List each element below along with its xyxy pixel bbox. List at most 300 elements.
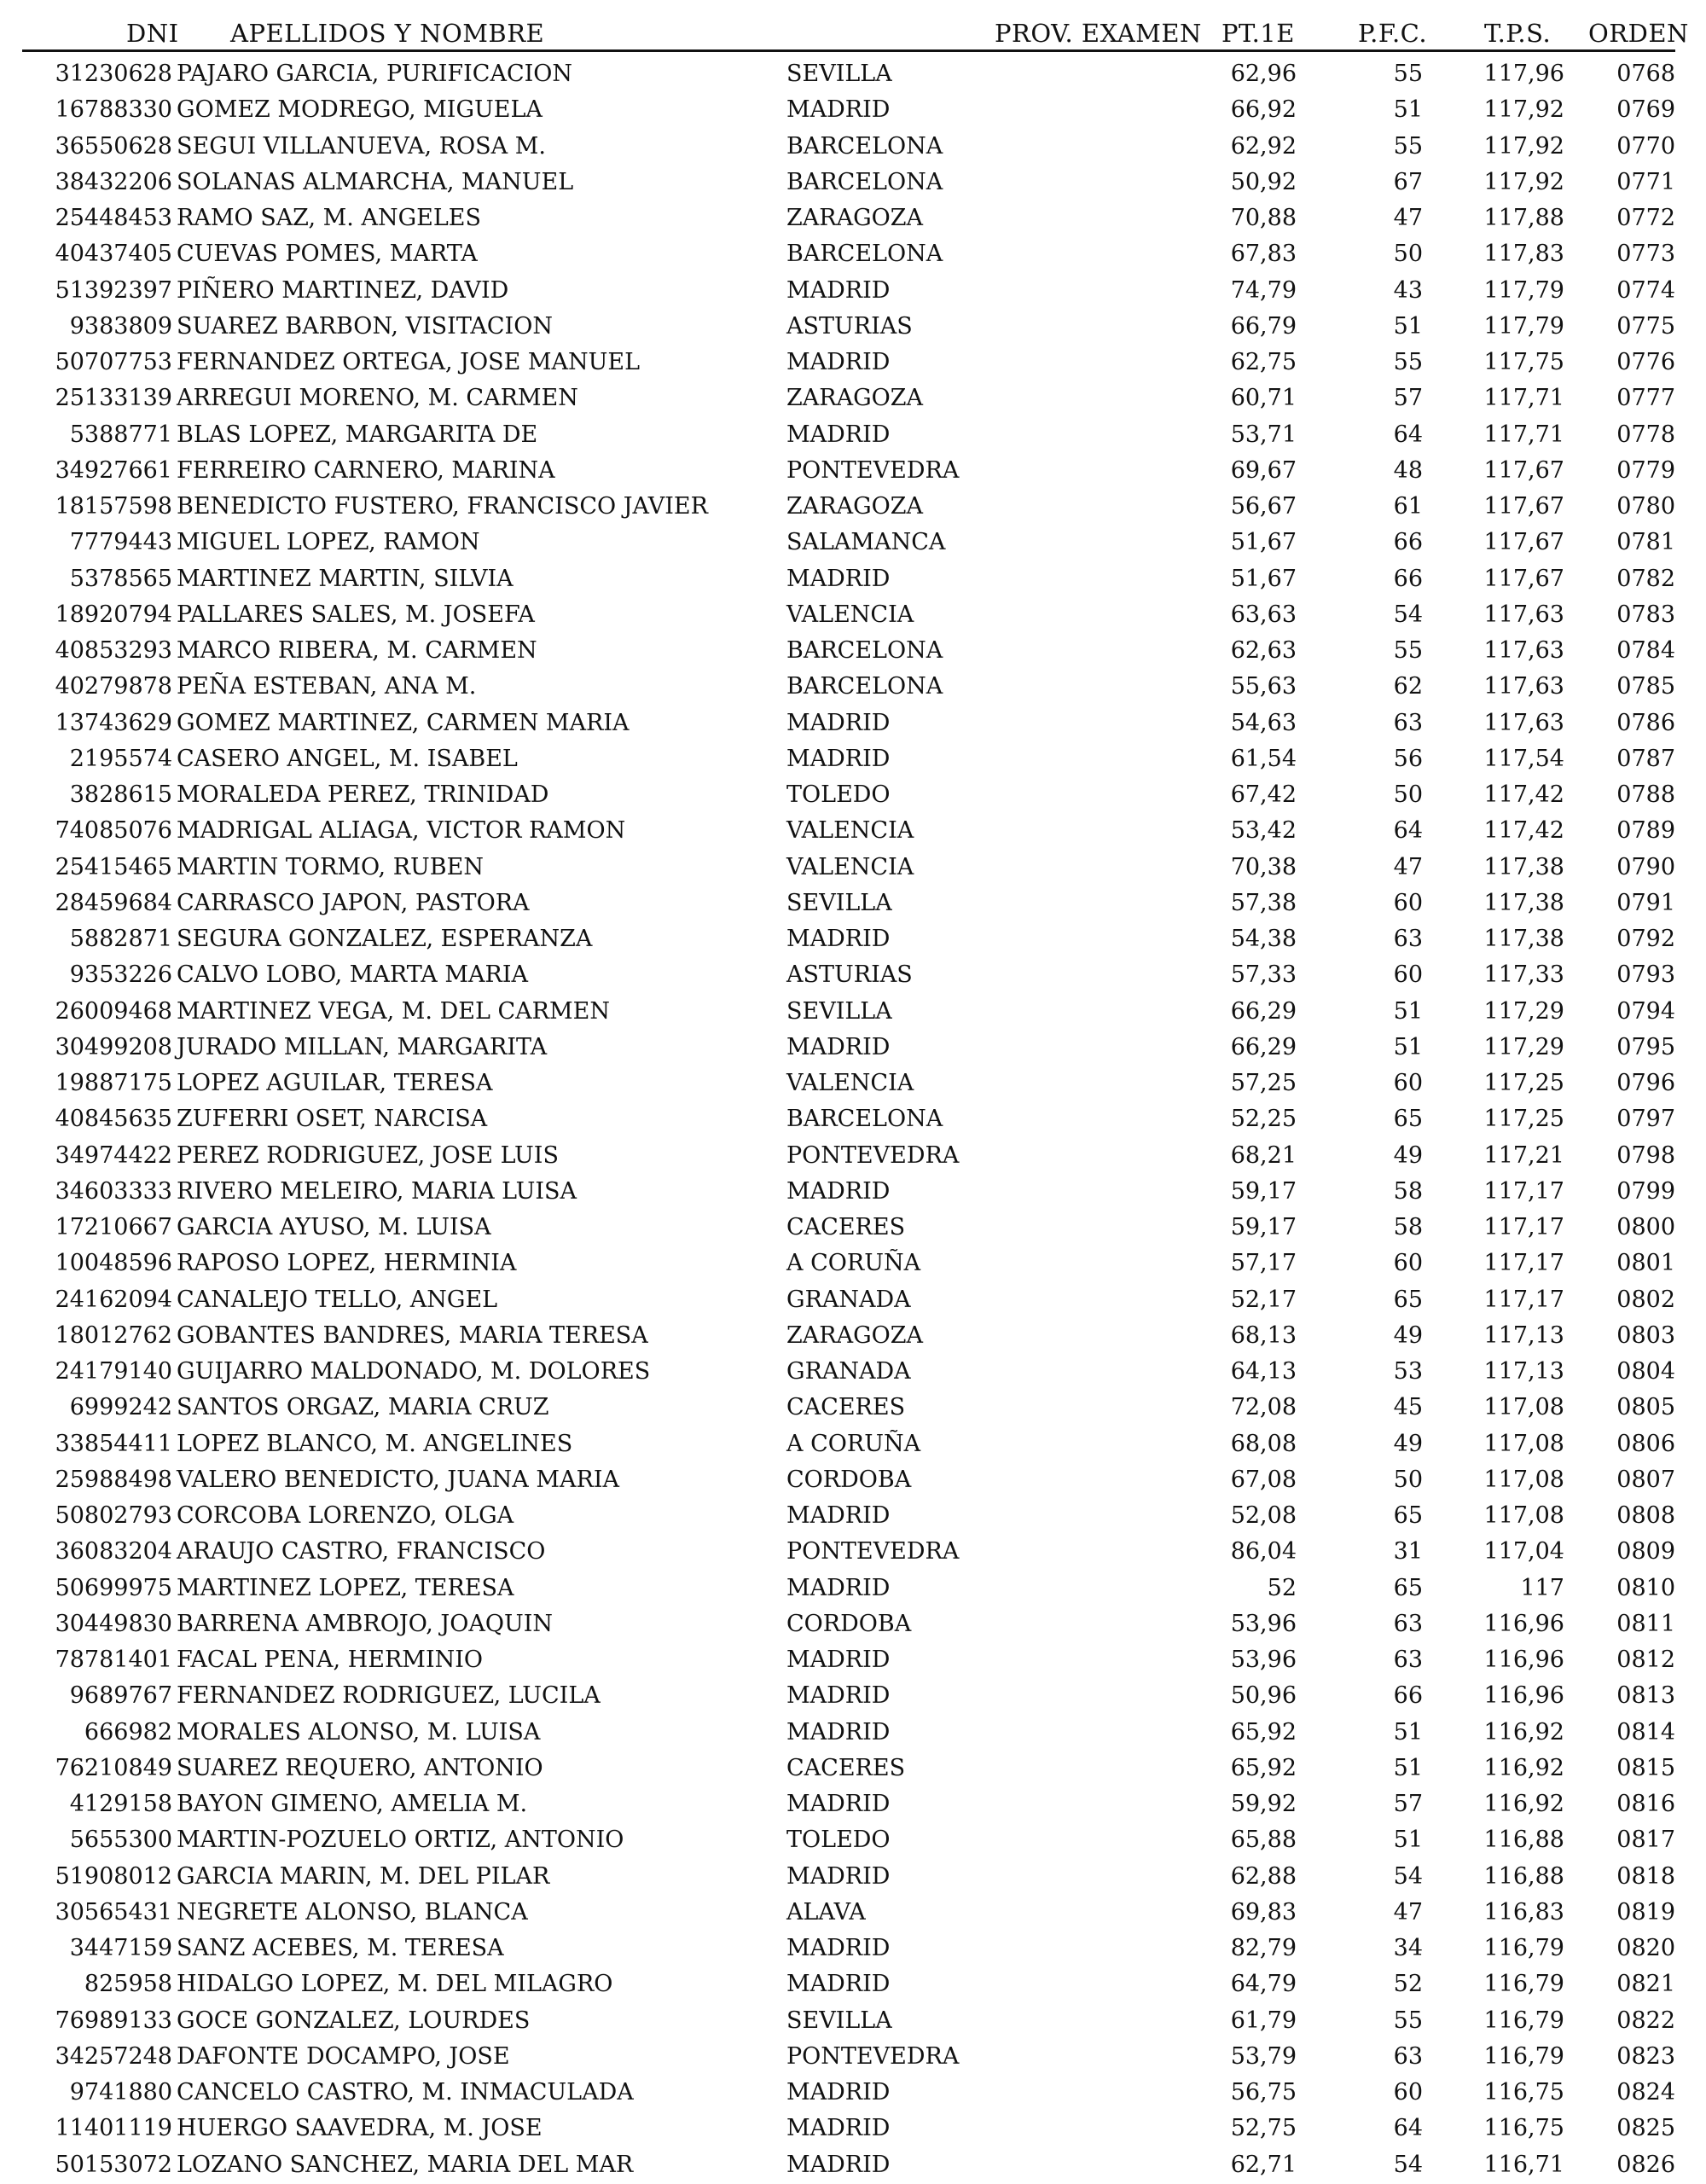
prov-cell: MADRID [786,1574,891,1601]
dni-cell: 38432206 [55,168,172,195]
tps-cell: 117,17 [1483,1250,1564,1277]
pt1e-cell: 65,92 [1230,1718,1297,1745]
dni-cell: 31230628 [55,61,172,87]
dni-cell: 11401119 [55,2115,172,2142]
prov-cell: ALAVA [786,1898,866,1926]
tps-cell: 117,83 [1483,241,1564,268]
tps-cell: 116,96 [1483,1610,1564,1637]
dni-cell: 50802793 [55,1502,172,1529]
tps-cell: 117,29 [1483,1033,1564,1060]
prov-cell: MADRID [786,1177,891,1205]
tps-cell: 117,54 [1483,745,1564,772]
name-cell: FERNANDEZ ORTEGA, JOSE MANUEL [177,349,641,375]
prov-cell: ASTURIAS [786,312,913,340]
name-cell: LOPEZ AGUILAR, TERESA [177,1070,493,1096]
name-cell: GOCE GONZALEZ, LOURDES [177,2007,531,2034]
pfc-cell: 51 [1393,1827,1423,1854]
tps-cell: 117,17 [1483,1286,1564,1313]
pt1e-cell: 65,92 [1230,1754,1297,1781]
prov-cell: GRANADA [786,1358,911,1385]
name-cell: CANCELO CASTRO, M. INMACULADA [177,2079,634,2106]
table-row [0,2147,1706,2183]
table-row [0,165,1706,200]
pt1e-cell: 62,88 [1230,1862,1297,1890]
prov-cell: MADRID [786,1647,891,1673]
orden-cell: 0808 [1616,1502,1675,1529]
dni-cell: 25988498 [55,1466,172,1493]
pt1e-cell: 63,63 [1230,601,1297,628]
tps-cell: 117,88 [1483,205,1564,231]
pfc-cell: 51 [1393,96,1423,124]
name-cell: CANALEJO TELLO, ANGEL [177,1286,498,1313]
orden-cell: 0823 [1616,2042,1675,2070]
table-row [0,1138,1706,1174]
prov-cell: PONTEVEDRA [786,1538,960,1565]
prov-cell: VALENCIA [786,1070,914,1096]
pt1e-cell: 67,83 [1230,241,1297,268]
prov-cell: BARCELONA [786,637,943,664]
prov-cell: SEVILLA [786,61,892,87]
name-cell: MARCO RIBERA, M. CARMEN [177,637,537,664]
table-row [0,1678,1706,1714]
prov-cell: MADRID [786,2079,891,2106]
prov-cell: MADRID [786,1718,891,1745]
orden-cell: 0793 [1616,961,1675,989]
tps-cell: 117,25 [1483,1070,1564,1096]
dni-cell: 34257248 [55,2042,172,2070]
orden-cell: 0813 [1616,1682,1675,1710]
tps-cell: 116,79 [1483,1971,1564,1998]
table-row [0,1282,1706,1318]
pfc-cell: 57 [1393,385,1423,412]
orden-cell: 0824 [1616,2079,1675,2106]
name-cell: CASERO ANGEL, M. ISABEL [177,745,518,772]
name-cell: PIÑERO MARTINEZ, DAVID [177,276,509,304]
orden-cell: 0785 [1616,673,1675,700]
name-cell: GARCIA AYUSO, M. LUISA [177,1214,491,1240]
prov-cell: CORDOBA [786,1466,912,1493]
prov-cell: MADRID [786,1971,891,1998]
orden-cell: 0814 [1616,1718,1675,1745]
pt1e-cell: 60,71 [1230,385,1297,412]
pt1e-cell: 70,38 [1230,853,1297,880]
pt1e-cell: 52,17 [1230,1286,1297,1313]
pt1e-cell: 57,33 [1230,961,1297,989]
tps-cell: 117,92 [1483,168,1564,195]
pfc-cell: 54 [1393,2151,1423,2178]
dni-cell: 40437405 [55,241,172,268]
tps-cell: 117,75 [1483,349,1564,375]
name-cell: FERREIRO CARNERO, MARINA [177,456,555,484]
orden-cell: 0817 [1616,1827,1675,1854]
dni-cell: 28459684 [55,889,172,916]
table-row [0,1101,1706,1137]
name-cell: GOBANTES BANDRES, MARIA TERESA [177,1321,648,1349]
tps-cell: 117,63 [1483,601,1564,628]
pfc-cell: 45 [1393,1394,1423,1421]
pfc-cell: 55 [1393,637,1423,664]
name-cell: RAMO SAZ, M. ANGELES [177,205,481,231]
pfc-cell: 64 [1393,421,1423,448]
orden-cell: 0790 [1616,853,1675,880]
name-cell: ZUFERRI OSET, NARCISA [177,1106,488,1133]
tps-cell: 116,92 [1483,1754,1564,1781]
table-row [0,1354,1706,1390]
dni-cell: 40279878 [55,673,172,700]
pt1e-cell: 57,25 [1230,1070,1297,1096]
pt1e-cell: 52 [1267,1574,1297,1601]
tps-cell: 116,75 [1483,2079,1564,2106]
table-row [0,1462,1706,1498]
tps-cell: 116,79 [1483,1935,1564,1961]
pfc-cell: 51 [1393,1754,1423,1781]
name-cell: SUAREZ BARBON, VISITACION [177,312,553,340]
pt1e-cell: 68,08 [1230,1430,1297,1457]
name-cell: BAYON GIMENO, AMELIA M. [177,1791,528,1817]
name-cell: GARCIA MARIN, M. DEL PILAR [177,1862,550,1890]
pt1e-cell: 54,63 [1230,709,1297,736]
orden-cell: 0771 [1616,168,1675,195]
pfc-cell: 66 [1393,1682,1423,1710]
dni-cell: 3447159 [69,1935,172,1961]
dni-cell: 24179140 [55,1358,172,1385]
table-row [0,1751,1706,1786]
table-row [0,1786,1706,1822]
pfc-cell: 60 [1393,1070,1423,1096]
tps-cell: 117,67 [1483,456,1564,484]
name-cell: MARTINEZ VEGA, M. DEL CARMEN [177,997,610,1025]
table-row [0,92,1706,128]
prov-cell: MADRID [786,96,891,124]
tps-cell: 116,79 [1483,2042,1564,2070]
table-row [0,345,1706,380]
orden-cell: 0797 [1616,1106,1675,1133]
pfc-cell: 51 [1393,1718,1423,1745]
pfc-cell: 61 [1393,493,1423,520]
dni-cell: 16788330 [55,96,172,124]
table-row [0,129,1706,165]
prov-cell: CACERES [786,1754,906,1781]
prov-cell: MADRID [786,1502,891,1529]
name-cell: GUIJARRO MALDONADO, M. DOLORES [177,1358,651,1385]
name-cell: CORCOBA LORENZO, OLGA [177,1502,514,1529]
orden-cell: 0781 [1616,529,1675,556]
orden-cell: 0780 [1616,493,1675,520]
table-row [0,886,1706,921]
pfc-cell: 66 [1393,529,1423,556]
orden-cell: 0821 [1616,1971,1675,1998]
prov-cell: MADRID [786,1791,891,1817]
pt1e-cell: 74,79 [1230,276,1297,304]
orden-cell: 0819 [1616,1898,1675,1926]
table-row [0,706,1706,741]
name-cell: MIGUEL LOPEZ, RAMON [177,529,480,556]
orden-cell: 0800 [1616,1214,1675,1240]
tps-cell: 117,42 [1483,781,1564,808]
pt1e-cell: 53,71 [1230,421,1297,448]
prov-cell: BARCELONA [786,132,943,160]
dni-cell: 5655300 [69,1827,172,1854]
tps-cell: 117,67 [1483,565,1564,592]
pfc-cell: 65 [1393,1574,1423,1601]
table-row [0,1174,1706,1210]
orden-cell: 0789 [1616,817,1675,845]
dni-cell: 76210849 [55,1754,172,1781]
tps-cell: 116,96 [1483,1647,1564,1673]
pt1e-cell: 66,92 [1230,96,1297,124]
orden-cell: 0803 [1616,1321,1675,1349]
orden-cell: 0770 [1616,132,1675,160]
name-cell: GOMEZ MODREGO, MIGUELA [177,96,543,124]
prov-cell: SALAMANCA [786,529,946,556]
prov-cell: BARCELONA [786,1106,943,1133]
table-row [0,417,1706,453]
name-cell: JURADO MILLAN, MARGARITA [177,1033,548,1060]
dni-cell: 13743629 [55,709,172,736]
prov-cell: ZARAGOZA [786,1321,924,1349]
name-cell: DAFONTE DOCAMPO, JOSE [177,2042,510,2070]
pfc-cell: 53 [1393,1358,1423,1385]
orden-cell: 0776 [1616,349,1675,375]
orden-cell: 0802 [1616,1286,1675,1313]
pt1e-cell: 53,96 [1230,1647,1297,1673]
dni-cell: 17210667 [55,1214,172,1240]
orden-cell: 0822 [1616,2007,1675,2034]
tps-cell: 117,38 [1483,889,1564,916]
pt1e-cell: 82,79 [1230,1935,1297,1961]
pt1e-cell: 54,38 [1230,926,1297,952]
pt1e-cell: 59,17 [1230,1214,1297,1240]
pfc-cell: 49 [1393,1141,1423,1169]
name-cell: LOPEZ BLANCO, M. ANGELINES [177,1430,573,1457]
table-row [0,1966,1706,2002]
prov-cell: SEVILLA [786,2007,892,2034]
name-cell: MADRIGAL ALIAGA, VICTOR RAMON [177,817,626,845]
tps-cell: 117,38 [1483,853,1564,880]
orden-cell: 0796 [1616,1070,1675,1096]
dni-cell: 18012762 [55,1321,172,1349]
orden-cell: 0806 [1616,1430,1675,1457]
pt1e-cell: 53,96 [1230,1610,1297,1637]
orden-cell: 0791 [1616,889,1675,916]
orden-cell: 0804 [1616,1358,1675,1385]
name-cell: RIVERO MELEIRO, MARIA LUISA [177,1177,577,1205]
pt1e-cell: 67,42 [1230,781,1297,808]
orden-cell: 0792 [1616,926,1675,952]
table-row [0,813,1706,849]
orden-cell: 0772 [1616,205,1675,231]
pfc-cell: 51 [1393,997,1423,1025]
table-row [0,1534,1706,1570]
prov-cell: PONTEVEDRA [786,2042,960,2070]
tps-cell: 117,67 [1483,529,1564,556]
tps-cell: 116,92 [1483,1718,1564,1745]
prov-cell: MADRID [786,421,891,448]
orden-cell: 0778 [1616,421,1675,448]
prov-cell: BARCELONA [786,241,943,268]
orden-cell: 0825 [1616,2115,1675,2142]
table-row [0,1030,1706,1066]
pt1e-cell: 51,67 [1230,565,1297,592]
table-row [0,309,1706,345]
tps-cell: 117,63 [1483,637,1564,664]
pt1e-cell: 57,17 [1230,1250,1297,1277]
name-cell: CARRASCO JAPON, PASTORA [177,889,530,916]
name-cell: PEREZ RODRIGUEZ, JOSE LUIS [177,1141,559,1169]
pfc-cell: 63 [1393,709,1423,736]
header-orden: ORDEN [1588,19,1689,48]
dni-cell: 36550628 [55,132,172,160]
table-row [0,2003,1706,2039]
table-row [0,1210,1706,1246]
prov-cell: TOLEDO [786,1827,891,1854]
prov-cell: MADRID [786,1862,891,1890]
name-cell: HUERGO SAAVEDRA, M. JOSE [177,2115,543,2142]
pt1e-cell: 69,67 [1230,456,1297,484]
dni-cell: 76989133 [55,2007,172,2034]
tps-cell: 117,17 [1483,1177,1564,1205]
pt1e-cell: 53,42 [1230,817,1297,845]
table-row [0,200,1706,236]
name-cell: PEÑA ESTEBAN, ANA M. [177,673,477,700]
pfc-cell: 49 [1393,1321,1423,1349]
header-pt1e: PT.1E [1221,19,1295,48]
dni-cell: 9689767 [69,1682,172,1710]
dni-cell: 30565431 [55,1898,172,1926]
orden-cell: 0782 [1616,565,1675,592]
table-row [0,1571,1706,1606]
pfc-cell: 50 [1393,1466,1423,1493]
orden-cell: 0779 [1616,456,1675,484]
table-row [0,1642,1706,1678]
orden-cell: 0805 [1616,1394,1675,1421]
pt1e-cell: 50,96 [1230,1682,1297,1710]
dni-cell: 50153072 [55,2151,172,2178]
tps-cell: 117,71 [1483,421,1564,448]
table-row [0,1715,1706,1751]
pt1e-cell: 51,67 [1230,529,1297,556]
prov-cell: MADRID [786,276,891,304]
tps-cell: 117,17 [1483,1214,1564,1240]
tps-cell: 117,08 [1483,1502,1564,1529]
orden-cell: 0786 [1616,709,1675,736]
pt1e-cell: 66,79 [1230,312,1297,340]
dni-cell: 25415465 [55,853,172,880]
orden-cell: 0787 [1616,745,1675,772]
name-cell: MARTIN-POZUELO ORTIZ, ANTONIO [177,1827,624,1854]
pt1e-cell: 62,71 [1230,2151,1297,2178]
prov-cell: A CORUÑA [786,1430,921,1457]
pt1e-cell: 67,08 [1230,1466,1297,1493]
prov-cell: MADRID [786,565,891,592]
table-row [0,56,1706,92]
table-row [0,1822,1706,1858]
dni-cell: 78781401 [55,1647,172,1673]
dni-cell: 30499208 [55,1033,172,1060]
prov-cell: CORDOBA [786,1610,912,1637]
prov-cell: A CORUÑA [786,1250,921,1277]
orden-cell: 0773 [1616,241,1675,268]
dni-cell: 51392397 [55,276,172,304]
table-row [0,1606,1706,1642]
pfc-cell: 55 [1393,132,1423,160]
pfc-cell: 51 [1393,1033,1423,1060]
pfc-cell: 50 [1393,781,1423,808]
tps-cell: 117,63 [1483,709,1564,736]
pfc-cell: 60 [1393,2079,1423,2106]
pt1e-cell: 64,79 [1230,1971,1297,1998]
tps-cell: 117,25 [1483,1106,1564,1133]
prov-cell: TOLEDO [786,781,891,808]
pfc-cell: 49 [1393,1430,1423,1457]
name-cell: CUEVAS POMES, MARTA [177,241,478,268]
dni-cell: 34927661 [55,456,172,484]
name-cell: RAPOSO LOPEZ, HERMINIA [177,1250,517,1277]
pfc-cell: 58 [1393,1177,1423,1205]
name-cell: SEGUI VILLANUEVA, ROSA M. [177,132,546,160]
pfc-cell: 51 [1393,312,1423,340]
name-cell: BLAS LOPEZ, MARGARITA DE [177,421,538,448]
header-prov-examen: PROV. EXAMEN [995,19,1202,48]
pfc-cell: 54 [1393,1862,1423,1890]
pfc-cell: 63 [1393,926,1423,952]
prov-cell: MADRID [786,709,891,736]
orden-cell: 0777 [1616,385,1675,412]
tps-cell: 117,33 [1483,961,1564,989]
dni-cell: 6999242 [69,1394,172,1421]
table-row [0,2075,1706,2111]
dni-cell: 30449830 [55,1610,172,1637]
name-cell: VALERO BENEDICTO, JUANA MARIA [177,1466,620,1493]
name-cell: MARTINEZ MARTIN, SILVIA [177,565,514,592]
prov-cell: MADRID [786,926,891,952]
dni-cell: 25448453 [55,205,172,231]
pt1e-cell: 56,75 [1230,2079,1297,2106]
pfc-cell: 60 [1393,889,1423,916]
tps-cell: 116,79 [1483,2007,1564,2034]
pfc-cell: 65 [1393,1286,1423,1313]
header-dni: DNI [126,19,179,48]
tps-cell: 117,08 [1483,1430,1564,1457]
dni-cell: 666982 [84,1718,172,1745]
pt1e-cell: 62,75 [1230,349,1297,375]
tps-cell: 117,71 [1483,385,1564,412]
pfc-cell: 50 [1393,241,1423,268]
prov-cell: MADRID [786,1935,891,1961]
pfc-cell: 47 [1393,853,1423,880]
prov-cell: ZARAGOZA [786,205,924,231]
dni-cell: 825958 [84,1971,172,1998]
pt1e-cell: 68,13 [1230,1321,1297,1349]
tps-cell: 117,08 [1483,1394,1564,1421]
dni-cell: 25133139 [55,385,172,412]
tps-cell: 117,13 [1483,1358,1564,1385]
orden-cell: 0826 [1616,2151,1675,2178]
pt1e-cell: 56,67 [1230,493,1297,520]
name-cell: HIDALGO LOPEZ, M. DEL MILAGRO [177,1971,613,1998]
pfc-cell: 52 [1393,1971,1423,1998]
tps-cell: 117,21 [1483,1141,1564,1169]
pt1e-cell: 68,21 [1230,1141,1297,1169]
dni-cell: 18157598 [55,493,172,520]
prov-cell: VALENCIA [786,853,914,880]
name-cell: SANZ ACEBES, M. TERESA [177,1935,504,1961]
dni-cell: 3828615 [69,781,172,808]
table-row [0,2111,1706,2146]
pt1e-cell: 86,04 [1230,1538,1297,1565]
pt1e-cell: 52,75 [1230,2115,1297,2142]
table-row [0,1498,1706,1534]
